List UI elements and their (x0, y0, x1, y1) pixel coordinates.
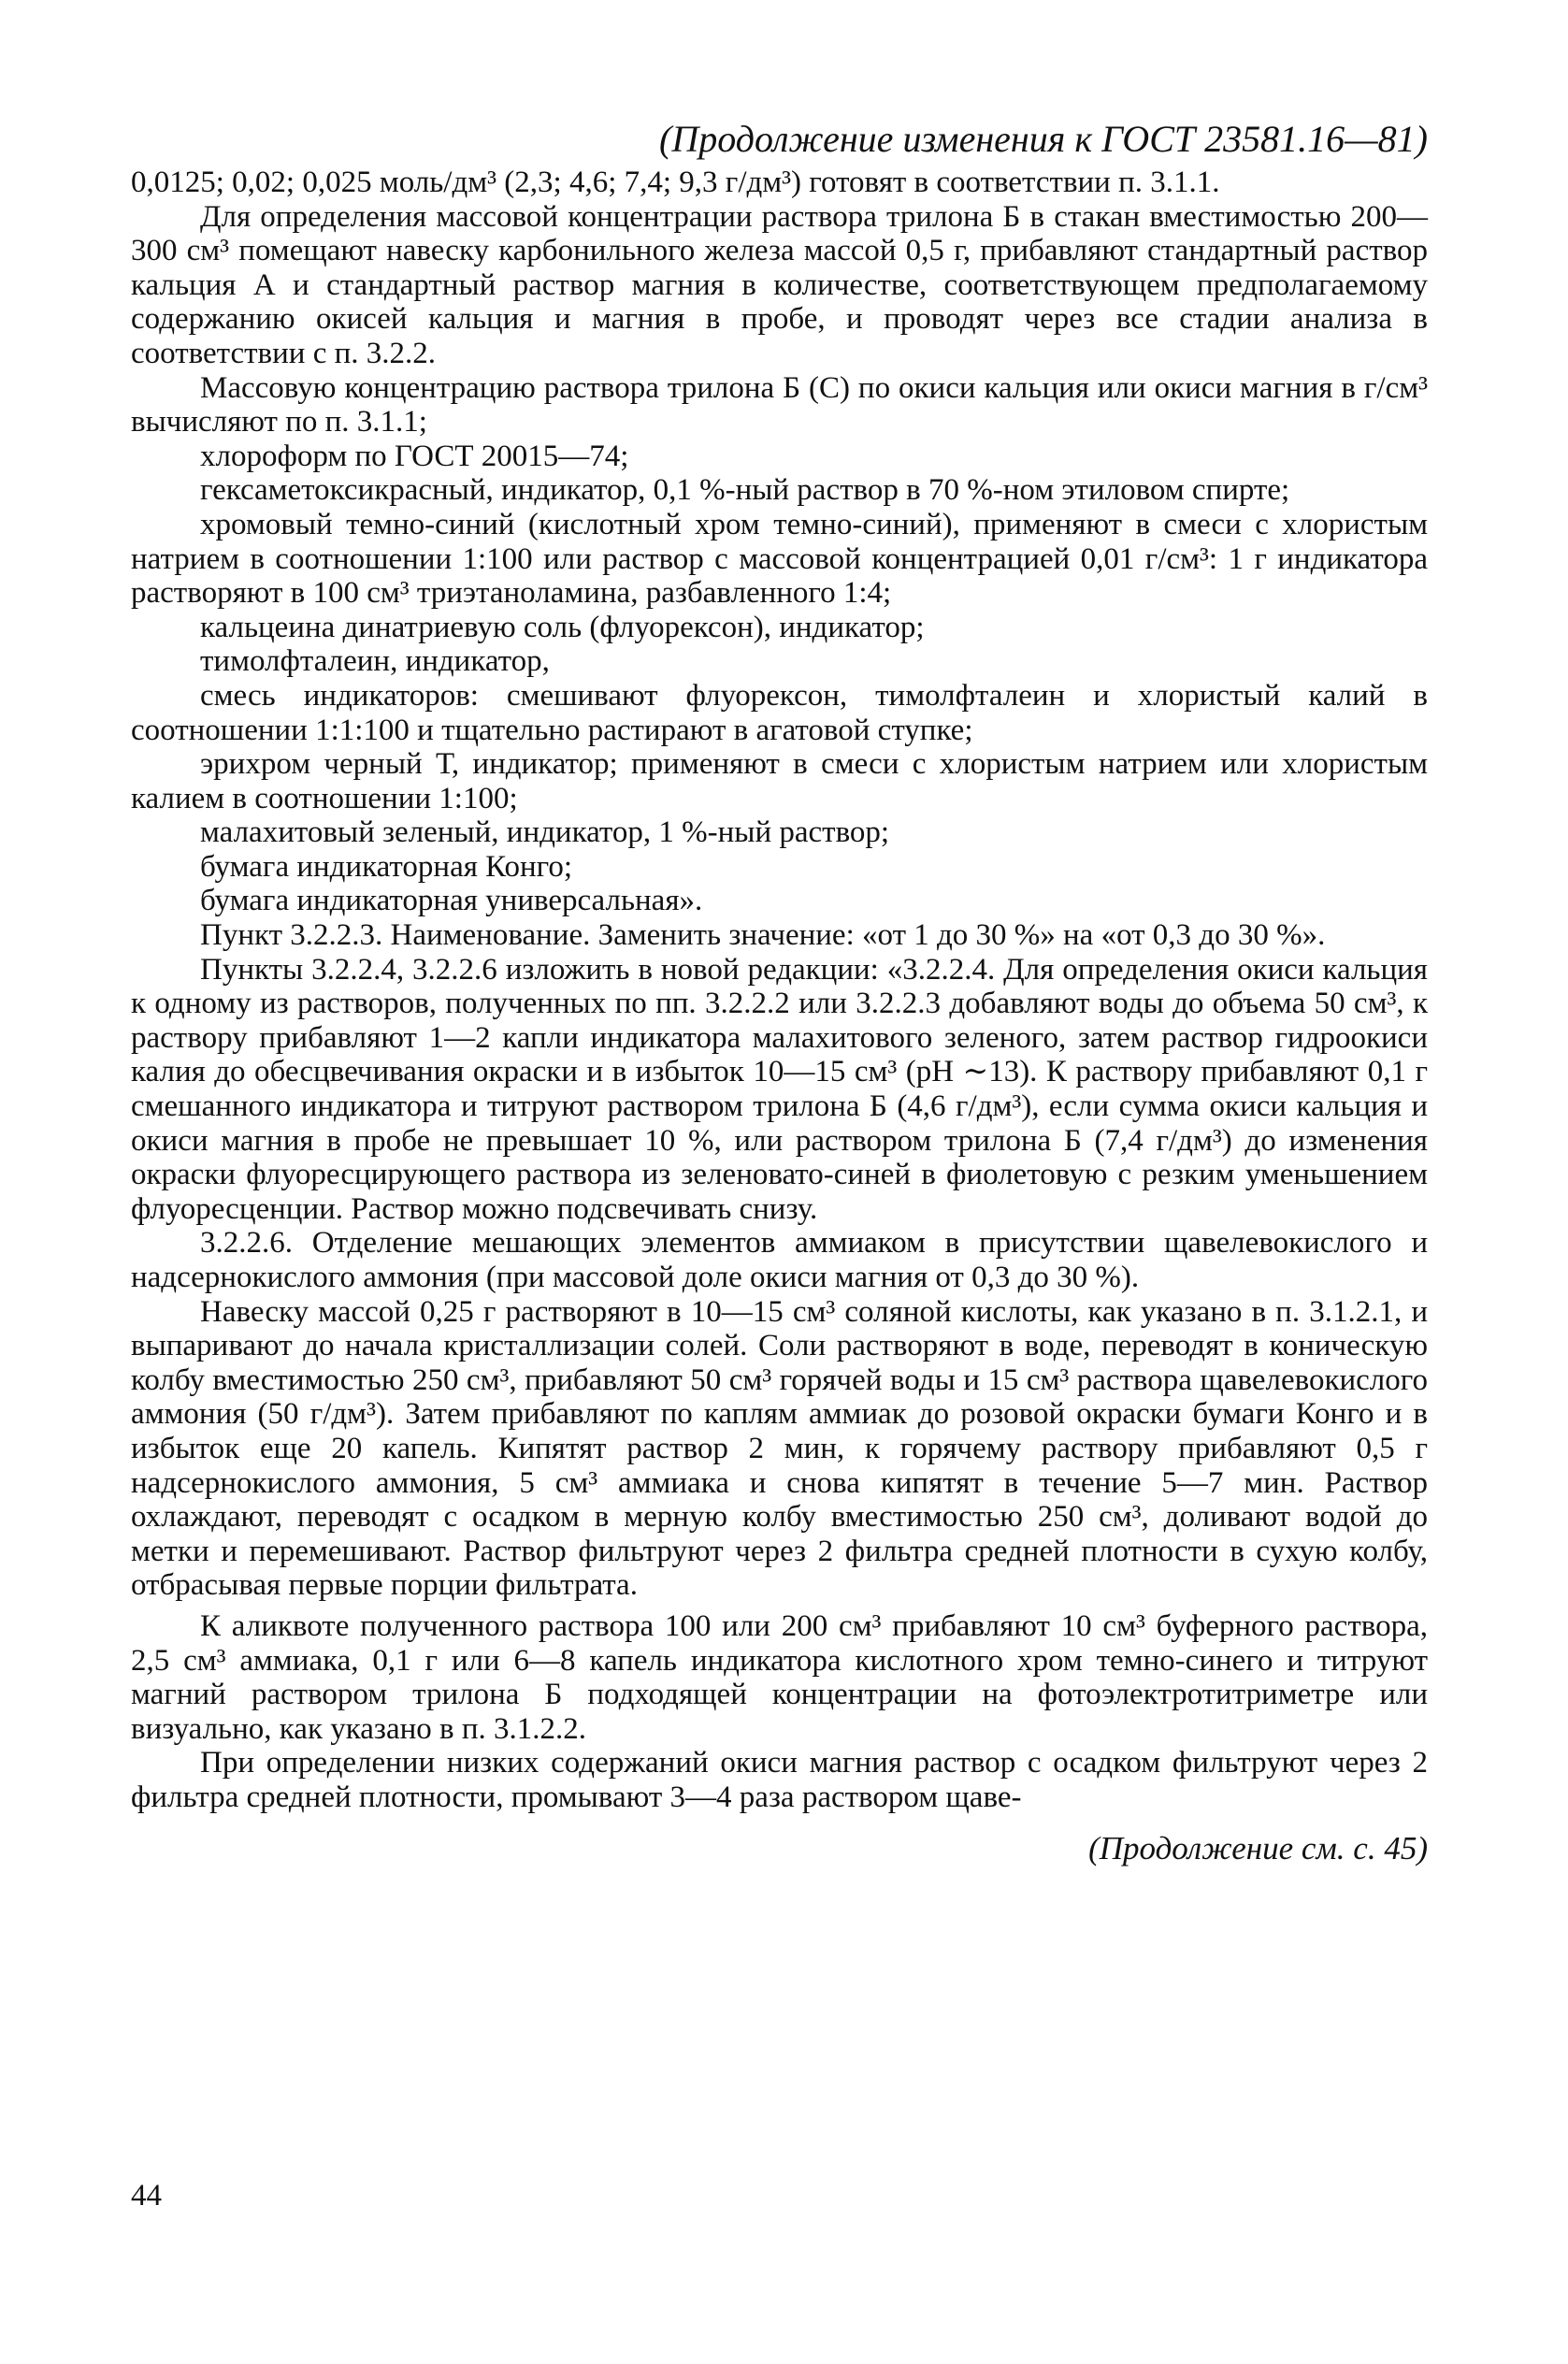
paragraph: Пункты 3.2.2.4, 3.2.2.6 изложить в новой редакции: «3.2.2.4. Для определения окиси кальция к одному из растворов, полученных по пп. 3.2.2.2 или 3.2.2.3 добавляют воды до объема 50 см³, к раствору прибавляют 1—2 капли индикатора малахитового зеленого, затем раствор гидроокиси калия до обесцвечивания окраски и в избыток 10—15 см³ (pH ∼13). К раствору прибавляют 0,1 г смешанного индикатора и титруют раствором трилона Б (4,6 г/дм³), если сумма окиси кальция и окиси магния в пробе не превышает 10 %, или раствором трилона Б (7,4 г/дм³) до изменения окраски флуоресцирующего раствора из зеленовато-синей в фиолетовую с резким уменьшением флуоресценции. Раствор можно подсвечивать снизу. (131, 952, 1428, 1226)
paragraph: бумага индикаторная Конго; (200, 849, 573, 884)
paragraph: 3.2.2.6. Отделение мешающих элементов аммиаком в присутствии щавелевокислого и надсернокислого аммония (при массовой доле окиси магния от 0,3 до 30 %). (131, 1226, 1428, 1294)
paragraph: К аликвоте полученного раствора 100 или 200 см³ прибавляют 10 см³ буферного раствора, 2,5 см³ аммиака, 0,1 г или 6—8 капель индикатора кислотного хром темно-синего и титруют магний раствором трилона Б подходящей концентрации на фотоэлектротитриметре или визуально, как указано в п. 3.1.2.2. (131, 1608, 1428, 1746)
paragraph: Массовую концентрацию раствора трилона Б (С) по окиси кальция или окиси магния в г/см³ вычисляют по п. 3.1.1; (131, 370, 1428, 440)
paragraph: малахитовый зеленый, индикатор, 1 %-ный раствор; (200, 815, 890, 850)
paragraph: хлороформ по ГОСТ 20015—74; (200, 439, 629, 473)
paragraph: хромовый темно-синий (кислотный хром темно-синий), применяют в смеси с хлористым натрием в соотношении 1:100 или раствор с массовой концентрацией 0,01 г/см³: 1 г индикатора растворяют в 100 см³ триэтаноламина, разбавленного 1:4; (131, 507, 1428, 611)
paragraph: гексаметоксикрасный, индикатор, 0,1 %-ный раствор в 70 %-ном этиловом спирте; (200, 473, 1290, 508)
paragraph: Для определения массовой концентрации раствора трилона Б в стакан вместимостью 200—300 см³ помещают навеску карбонильного железа массой 0,5 г, прибавляют стандартный раствор кальция А и стандартный раствор магния в количестве, соответствующем предполагаемому содержанию окисей кальция и магния в пробе, и проводят через все стадии анализа в соответствии с п. 3.2.2. (131, 199, 1428, 370)
running-header: (Продолжение изменения к ГОСТ 23581.16—81) (659, 118, 1428, 160)
paragraph: 0,0125; 0,02; 0,025 моль/дм³ (2,3; 4,6; 7,4; 9,3 г/дм³) готовят в соответствии п. 3.1.1. (131, 166, 1220, 199)
paragraph: кальцеина динатриевую соль (флуорексон), индикатор; (200, 610, 925, 644)
page-number: 44 (131, 2179, 162, 2213)
paragraph: Навеску массой 0,25 г растворяют в 10—15 см³ соляной кислоты, как указано в п. 3.1.2.1, и выпаривают до начала кристаллизации солей. Соли растворяют в воде, переводят в коническую колбу вместимостью 250 см³, прибавляют 50 см³ горячей воды и 15 см³ раствора щавелевокислого аммония (50 г/дм³). Затем прибавляют по каплям аммиак до розовой окраски бумаги Конго и в избыток еще 20 капель. Кипятят раствор 2 мин, к горячему раствору прибавляют 0,5 г надсернокислого аммония, 5 см³ аммиака и снова кипятят в течение 5—7 мин. Раствор охлаждают, переводят с осадком в мерную колбу вместимостью 250 см³, доливают водой до метки и перемешивают. Раствор фильтруют через 2 фильтра средней плотности в сухую колбу, отбрасывая первые порции фильтрата. (131, 1294, 1428, 1603)
paragraph: тимолфталеин, индикатор, (200, 644, 550, 679)
paragraph: При определении низких содержаний окиси магния раствор с осадком фильтруют через 2 фильтра средней плотности, промывают 3—4 раза раствором щаве- (131, 1746, 1428, 1814)
paragraph: смесь индикаторов: смешивают флуорексон, тимолфталеин и хлористый калий в соотношении 1:1:100 и тщательно растирают в агатовой ступке; (131, 678, 1428, 747)
paragraph: Пункт 3.2.2.3. Наименование. Заменить значение: «от 1 до 30 %» на «от 0,3 до 30 %». (200, 918, 1326, 953)
continuation-note: (Продолжение см. с. 45) (1088, 1829, 1428, 1867)
paragraph: бумага индикаторная универсальная». (200, 884, 703, 918)
paragraph: эрихром черный Т, индикатор; применяют в смеси с хлористым натрием или хлористым калием в соотношении 1:100; (131, 747, 1428, 815)
body-text (131, 166, 1428, 1815)
